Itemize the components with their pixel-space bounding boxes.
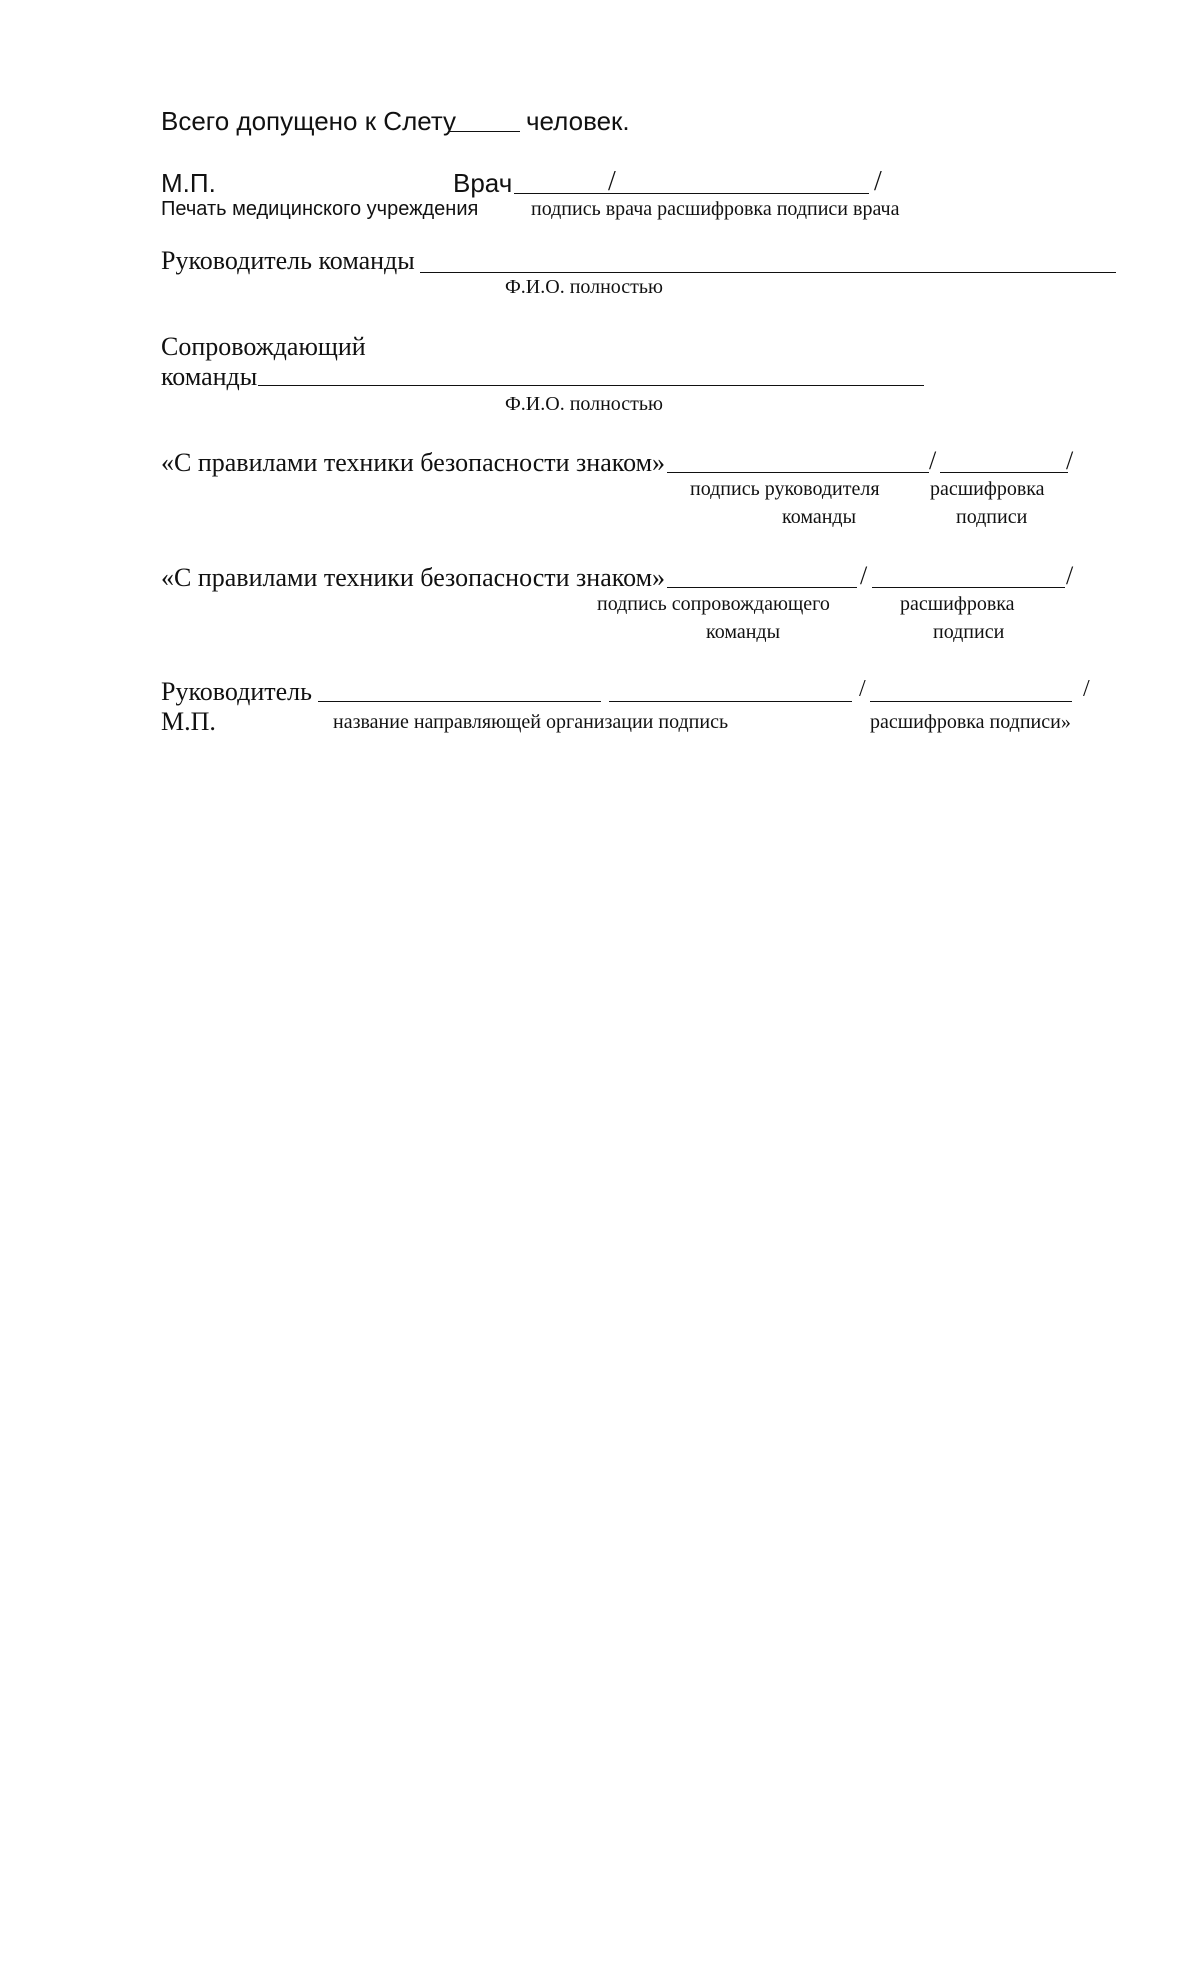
safety-leader-sig-caption-1: подпись руководителя <box>690 478 880 500</box>
escort-label-line1: Сопровождающий <box>161 332 366 361</box>
org-head-slash-2: / <box>1083 676 1090 702</box>
admitted-prefix: Всего допущено к Слету <box>161 106 457 136</box>
team-leader-name-field[interactable] <box>420 272 1116 273</box>
safety-escort-slash-1: / <box>860 561 868 590</box>
safety-escort-text: «С правилами техники безопасности знаком» <box>161 563 666 592</box>
safety-escort-dec-caption-1: расшифровка <box>900 593 1015 615</box>
doctor-label: Врач <box>453 168 513 198</box>
org-head-name-field[interactable] <box>870 701 1072 702</box>
safety-escort-sig-caption-1: подпись сопровождающего <box>597 593 830 615</box>
admitted-count-field[interactable] <box>448 131 520 132</box>
org-head-signature-field[interactable] <box>609 701 852 702</box>
org-head-label: Руководитель <box>161 677 312 706</box>
admitted-suffix: человек. <box>526 106 630 136</box>
safety-leader-signature-field[interactable] <box>667 472 929 473</box>
safety-escort-signature-field[interactable] <box>667 587 857 588</box>
org-head-caption-org: название направляющей организации подпись <box>333 711 729 733</box>
doctor-name-field[interactable] <box>624 193 869 194</box>
stamp-caption: Печать медицинского учреждения <box>161 198 479 220</box>
doctor-slash-1: / <box>608 166 616 197</box>
escort-caption: Ф.И.О. полностью <box>505 393 663 415</box>
org-head-stamp: М.П. <box>161 707 216 736</box>
doctor-signature-field[interactable] <box>514 193 634 194</box>
safety-leader-slash-2: / <box>1066 446 1074 475</box>
safety-escort-sig-caption-2: команды <box>706 621 781 643</box>
safety-leader-dec-caption-1: расшифровка <box>930 478 1045 500</box>
safety-leader-text: «С правилами техники безопасности знаком» <box>161 448 666 477</box>
safety-escort-slash-2: / <box>1066 561 1074 590</box>
org-name-field[interactable] <box>318 701 601 702</box>
safety-leader-sig-caption-2: команды <box>782 506 857 528</box>
safety-escort-name-field[interactable] <box>872 587 1065 588</box>
escort-name-field[interactable] <box>258 385 924 386</box>
org-head-caption-dec: расшифровка подписи» <box>870 711 1071 733</box>
org-head-slash-1: / <box>859 676 866 702</box>
safety-escort-dec-caption-2: подписи <box>933 621 1005 643</box>
doctor-signature-caption: подпись врача расшифровка подписи врача <box>531 198 900 220</box>
stamp-label: М.П. <box>161 168 216 198</box>
safety-leader-name-field[interactable] <box>940 472 1068 473</box>
safety-leader-slash-1: / <box>929 446 937 475</box>
team-leader-label: Руководитель команды <box>161 246 415 275</box>
safety-leader-dec-caption-2: подписи <box>956 506 1028 528</box>
team-leader-caption: Ф.И.О. полностью <box>505 276 663 298</box>
escort-label-line2: команды <box>161 362 258 391</box>
doctor-slash-2: / <box>874 166 882 197</box>
